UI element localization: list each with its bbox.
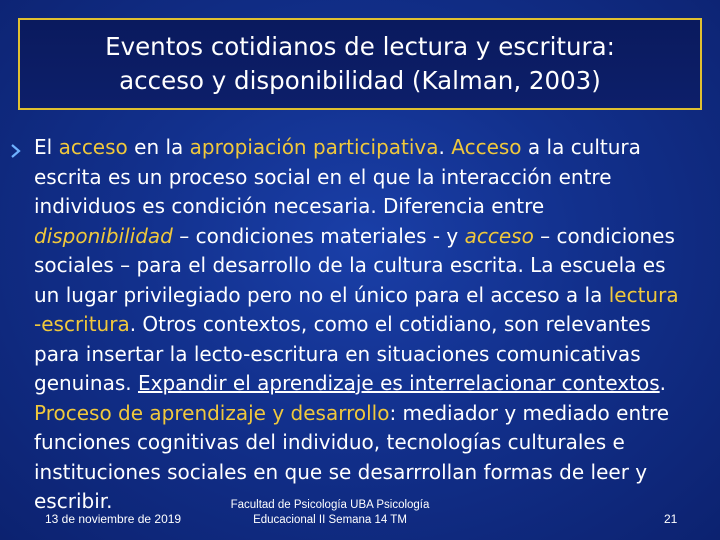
highlight-acceso: acceso (58, 135, 128, 159)
page-number: 21 (664, 512, 678, 526)
text-segment: genuinas. (34, 371, 138, 395)
highlight-acceso-italic: acceso (464, 223, 534, 248)
bullet-paragraph (34, 133, 716, 517)
highlight-acceso-2: Acceso (451, 135, 522, 159)
text-segment: El (34, 135, 59, 159)
paragraph-line-4 (34, 222, 716, 252)
paragraph-line-1 (34, 133, 716, 163)
highlight-disponibilidad: disponibilidad (34, 223, 173, 248)
text-segment: : mediador y mediado entre (389, 400, 670, 425)
paragraph-line-6 (34, 281, 716, 311)
underlined-expandir-aprendizaje: Expandir el aprendizaje es interrelacionar contextos (137, 371, 660, 395)
paragraph-line-3: individuos es condición necesaria. Diferencia entre (34, 194, 545, 218)
highlight-escritura: -escritura (34, 312, 130, 336)
paragraph-line-10 (34, 399, 716, 429)
text-segment: – condiciones materiales - y (172, 223, 465, 248)
highlight-apropiacion-participativa: apropiación participativa (189, 135, 439, 159)
text-segment: . (438, 135, 452, 159)
paragraph-line-11: funciones cognitivas del individuo, tecnologías culturales e (34, 430, 625, 454)
slide-title-box (18, 18, 702, 110)
paragraph-line-12: instituciones sociales en que se desarrrollan formas de leer y (34, 459, 648, 484)
paragraph-line-7 (34, 310, 716, 340)
paragraph-line-13: escribir. (34, 489, 113, 513)
slide-title-line-2: acceso y disponibilidad (Kalman, 2003) (119, 66, 601, 95)
footer-date: 13 de noviembre de 2019 (45, 512, 182, 526)
slide-title-line-1: Eventos cotidianos de lectura y escritura: (105, 32, 615, 61)
chevron-right-icon (10, 144, 22, 158)
paragraph-line-9 (34, 369, 716, 399)
footer-course-info (230, 498, 430, 528)
text-segment: a la cultura (521, 135, 641, 159)
text-segment: en la (127, 135, 190, 159)
highlight-proceso-aprendizaje: Proceso de aprendizaje y desarrollo (34, 400, 390, 425)
text-segment: . Otros contextos, como el cotidiano, son relevantes (129, 312, 651, 336)
footer-course-line-2: Educacional II Semana 14 TM (253, 514, 407, 526)
paragraph-line-8: para insertar la lecto-escritura en situaciones comunicativas (34, 341, 641, 366)
paragraph-line-2: escrita es un proceso social en el que la interacción entre (34, 164, 612, 189)
text-segment: un lugar privilegiado pero no el único para el acceso a la (34, 282, 609, 307)
text-segment: . (659, 371, 667, 395)
footer-course-line-1: Facultad de Psicología UBA Psicología (230, 499, 430, 511)
paragraph-line-5: sociales – para el desarrollo de la cultura escrita. La escuela es (34, 253, 666, 277)
highlight-lectura: lectura (608, 282, 679, 307)
text-segment: – condiciones (533, 223, 675, 248)
